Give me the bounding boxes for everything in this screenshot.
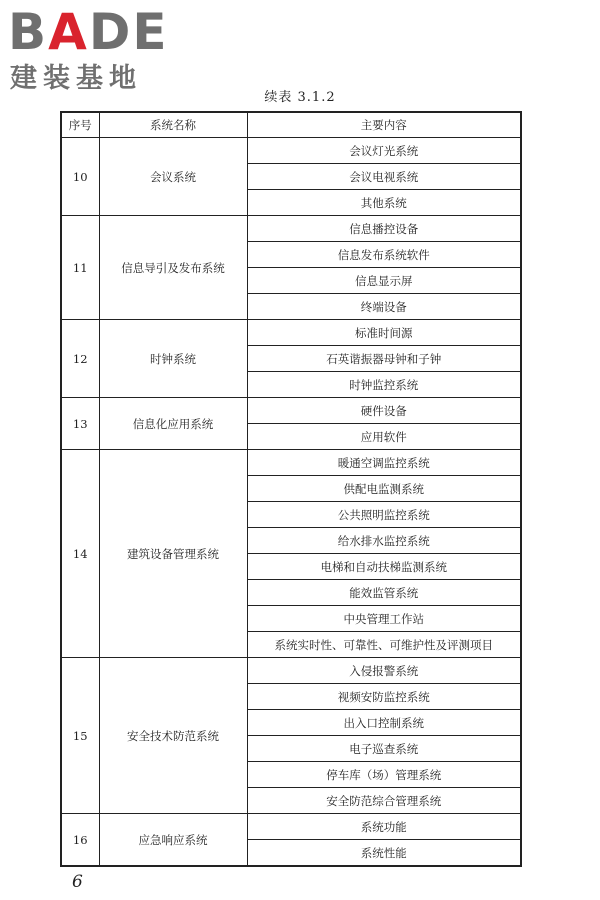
logo-letters-left: B: [8, 3, 49, 61]
content-item: 信息显示屏: [247, 268, 521, 294]
system-name: 建筑设备管理系统: [99, 450, 247, 658]
logo-subtitle: 建装基地: [10, 63, 142, 94]
content-item: 信息发布系统软件: [247, 242, 521, 268]
system-table: [60, 111, 522, 867]
row-number: 15: [61, 658, 99, 814]
content-item: 会议电视系统: [247, 164, 521, 190]
content-item: 终端设备: [247, 294, 521, 320]
content-item: 电子巡查系统: [247, 736, 521, 762]
table-row: [61, 320, 521, 346]
content-item: 系统实时性、可靠性、可维护性及评测项目: [247, 632, 521, 658]
row-number: 16: [61, 814, 99, 867]
system-name: 安全技术防范系统: [99, 658, 247, 814]
content-item: 信息播控设备: [247, 216, 521, 242]
content-item: 时钟监控系统: [247, 372, 521, 398]
content-item: 入侵报警系统: [247, 658, 521, 684]
system-name: 信息化应用系统: [99, 398, 247, 450]
logo-accent-letter: A: [48, 3, 89, 61]
content-item: 会议灯光系统: [247, 138, 521, 164]
table-body: [61, 138, 521, 867]
system-name: 应急响应系统: [99, 814, 247, 867]
content-item: 暖通空调监控系统: [247, 450, 521, 476]
content-item: 中央管理工作站: [247, 606, 521, 632]
header-name: 系统名称: [99, 112, 247, 138]
content-item: 标准时间源: [247, 320, 521, 346]
table-row: [61, 814, 521, 840]
table-row: [61, 138, 521, 164]
content-item: 视频安防监控系统: [247, 684, 521, 710]
table-header-row: [61, 112, 521, 138]
content-item: 应用软件: [247, 424, 521, 450]
content-item: 硬件设备: [247, 398, 521, 424]
table-caption: 续表 3.1.2: [264, 90, 336, 105]
header-content: 主要内容: [247, 112, 521, 138]
logo-letters-right: DE: [88, 3, 169, 61]
content-item: 安全防范综合管理系统: [247, 788, 521, 814]
row-number: 14: [61, 450, 99, 658]
row-number: 10: [61, 138, 99, 216]
content-item: 系统功能: [247, 814, 521, 840]
content-item: 给水排水监控系统: [247, 528, 521, 554]
page-number: 6: [72, 872, 83, 892]
content-item: 石英谐振器母钟和子钟: [247, 346, 521, 372]
content-item: 能效监管系统: [247, 580, 521, 606]
content-item: 供配电监测系统: [247, 476, 521, 502]
row-number: 11: [61, 216, 99, 320]
row-number: 12: [61, 320, 99, 398]
system-name: 时钟系统: [99, 320, 247, 398]
header-no: 序号: [61, 112, 99, 138]
content-item: 出入口控制系统: [247, 710, 521, 736]
content-item: 公共照明监控系统: [247, 502, 521, 528]
content-item: 停车库（场）管理系统: [247, 762, 521, 788]
logo-wordmark: [8, 4, 169, 60]
row-number: 13: [61, 398, 99, 450]
content-item: 电梯和自动扶梯监测系统: [247, 554, 521, 580]
system-name: 信息导引及发布系统: [99, 216, 247, 320]
table-row: [61, 398, 521, 424]
system-name: 会议系统: [99, 138, 247, 216]
table-row: [61, 658, 521, 684]
content-item: 系统性能: [247, 840, 521, 867]
table-row: [61, 450, 521, 476]
content-item: 其他系统: [247, 190, 521, 216]
table-row: [61, 216, 521, 242]
